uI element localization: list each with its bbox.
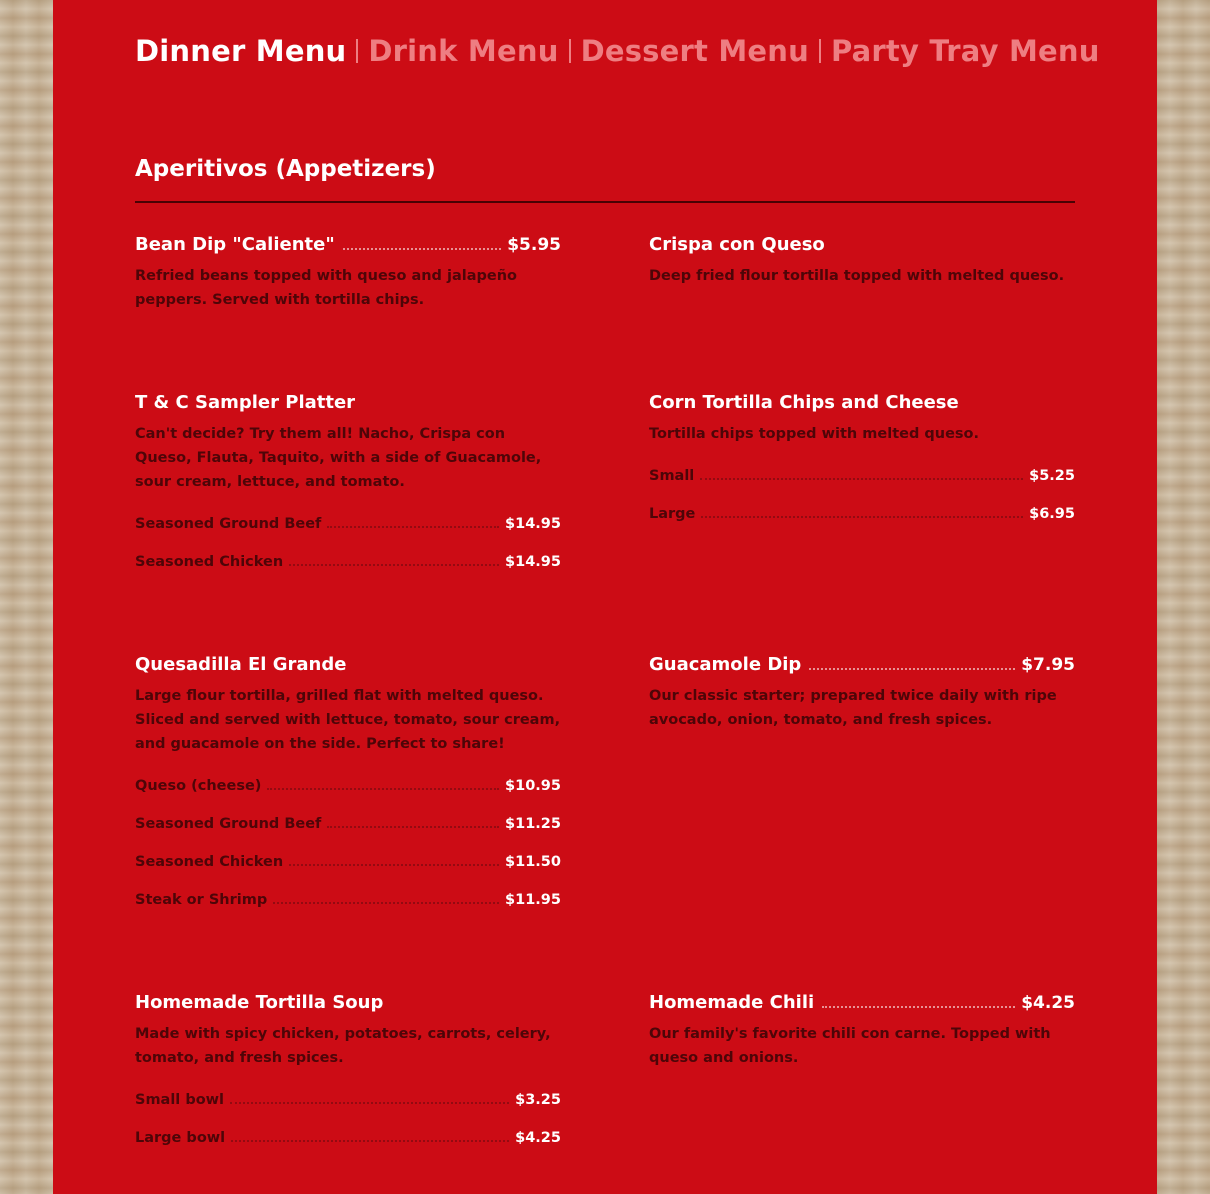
menu-option-row — [649, 500, 1075, 522]
nav-divider — [356, 39, 358, 63]
menu-item — [135, 383, 561, 570]
nav-party-tray-menu[interactable]: Party Tray Menu — [830, 34, 1100, 68]
menu-option-price: $10.95 — [505, 778, 561, 794]
menu-item-name: Homemade Tortilla Soup — [135, 992, 384, 1013]
menu-item-price: $5.95 — [507, 235, 561, 255]
menu-item — [649, 645, 1075, 732]
dot-leader — [327, 826, 499, 828]
menu-item-header — [135, 225, 561, 255]
menu-option-price: $4.25 — [515, 1130, 561, 1146]
nav-dessert-menu[interactable]: Dessert Menu — [580, 34, 809, 68]
menu-item-header — [135, 983, 561, 1013]
menu-option-name: Large bowl — [135, 1130, 226, 1146]
menu-item-description: Our family's favorite chili con carne. Topped with queso and onions. — [649, 1026, 1051, 1066]
menu-item — [135, 983, 561, 1146]
menu-item — [649, 383, 1075, 522]
nav-divider — [569, 39, 571, 63]
menu-item-name: Bean Dip "Caliente" — [135, 234, 335, 255]
menu-item — [649, 983, 1075, 1070]
menu-option-row — [135, 510, 561, 532]
menu-item-name: Homemade Chili — [649, 992, 815, 1013]
menu-item-header — [649, 383, 1075, 413]
menu-option-row — [649, 462, 1075, 484]
dot-leader — [273, 902, 499, 904]
menu-item-description: Made with spicy chicken, potatoes, carrots, celery, tomato, and fresh spices. — [135, 1026, 551, 1066]
nav-drink-menu[interactable]: Drink Menu — [368, 34, 559, 68]
menu-item — [135, 645, 561, 908]
menu-item-description: Refried beans topped with queso and jalapeño peppers. Served with tortilla chips. — [135, 268, 517, 308]
menu-item-description: Large flour tortilla, grilled flat with melted queso. Sliced and served with lettuce, tomato, sour cream, and guacamole on the side. Perfect to share! — [135, 688, 561, 752]
menu-item-header — [135, 383, 561, 413]
menu-item-name: Quesadilla El Grande — [135, 654, 347, 675]
menu-item — [649, 225, 1075, 288]
menu-option-name: Seasoned Ground Beef — [135, 516, 322, 532]
menu-item-header — [649, 645, 1075, 675]
menu-item-description: Tortilla chips topped with melted queso. — [649, 426, 980, 442]
menu-item-header — [649, 225, 1075, 255]
dot-leader — [267, 788, 499, 790]
dot-leader — [327, 526, 499, 528]
menu-item-name: Guacamole Dip — [649, 654, 802, 675]
dot-leader — [700, 478, 1023, 480]
dot-leader — [701, 516, 1023, 518]
dot-leader — [809, 668, 1015, 670]
menu-item-header — [649, 983, 1075, 1013]
menu-option-price: $11.95 — [505, 892, 561, 908]
menu-option-name: Seasoned Chicken — [135, 854, 284, 870]
menu-option-name: Small — [649, 468, 695, 484]
menu-nav — [135, 30, 1100, 72]
section-title: Aperitivos (Appetizers) — [135, 156, 436, 182]
menu-option-name: Queso (cheese) — [135, 778, 262, 794]
menu-item-name: Corn Tortilla Chips and Cheese — [649, 392, 959, 413]
menu-option-price: $14.95 — [505, 554, 561, 570]
menu-option-name: Large — [649, 506, 696, 522]
menu-item-description: Can't decide? Try them all! Nacho, Crispa con Queso, Flauta, Taquito, with a side of Guacamole, sour cream, lettuce, and tomato. — [135, 426, 542, 490]
menu-option-row — [135, 548, 561, 570]
menu-option-price: $11.50 — [505, 854, 561, 870]
menu-option-price: $14.95 — [505, 516, 561, 532]
menu-item — [135, 225, 561, 312]
menu-option-name: Small bowl — [135, 1092, 225, 1108]
menu-item-name: T & C Sampler Platter — [135, 392, 356, 413]
dot-leader — [289, 864, 499, 866]
dot-leader — [343, 248, 502, 250]
menu-option-name: Steak or Shrimp — [135, 892, 268, 908]
nav-divider — [819, 39, 821, 63]
menu-item-price: $7.95 — [1021, 655, 1075, 675]
dot-leader — [289, 564, 499, 566]
menu-option-name: Seasoned Chicken — [135, 554, 284, 570]
dot-leader — [230, 1102, 509, 1104]
menu-option-price: $6.95 — [1029, 506, 1075, 522]
menu-option-row — [135, 848, 561, 870]
menu-option-price: $3.25 — [515, 1092, 561, 1108]
menu-panel — [53, 0, 1157, 1194]
dot-leader — [822, 1006, 1015, 1008]
menu-item-description: Our classic starter; prepared twice daily with ripe avocado, onion, tomato, and fresh spices. — [649, 688, 1057, 728]
section-divider — [135, 201, 1075, 203]
menu-option-price: $11.25 — [505, 816, 561, 832]
menu-option-name: Seasoned Ground Beef — [135, 816, 322, 832]
menu-item-description: Deep fried flour tortilla topped with melted queso. — [649, 268, 1065, 284]
menu-option-row — [135, 772, 561, 794]
menu-option-row — [135, 810, 561, 832]
menu-option-row — [135, 886, 561, 908]
menu-item-name: Crispa con Queso — [649, 234, 825, 255]
nav-dinner-menu[interactable]: Dinner Menu — [135, 34, 347, 68]
dot-leader — [231, 1140, 509, 1142]
menu-item-price: $4.25 — [1021, 993, 1075, 1013]
menu-option-price: $5.25 — [1029, 468, 1075, 484]
menu-option-row — [135, 1086, 561, 1108]
menu-item-header — [135, 645, 561, 675]
menu-option-row — [135, 1124, 561, 1146]
